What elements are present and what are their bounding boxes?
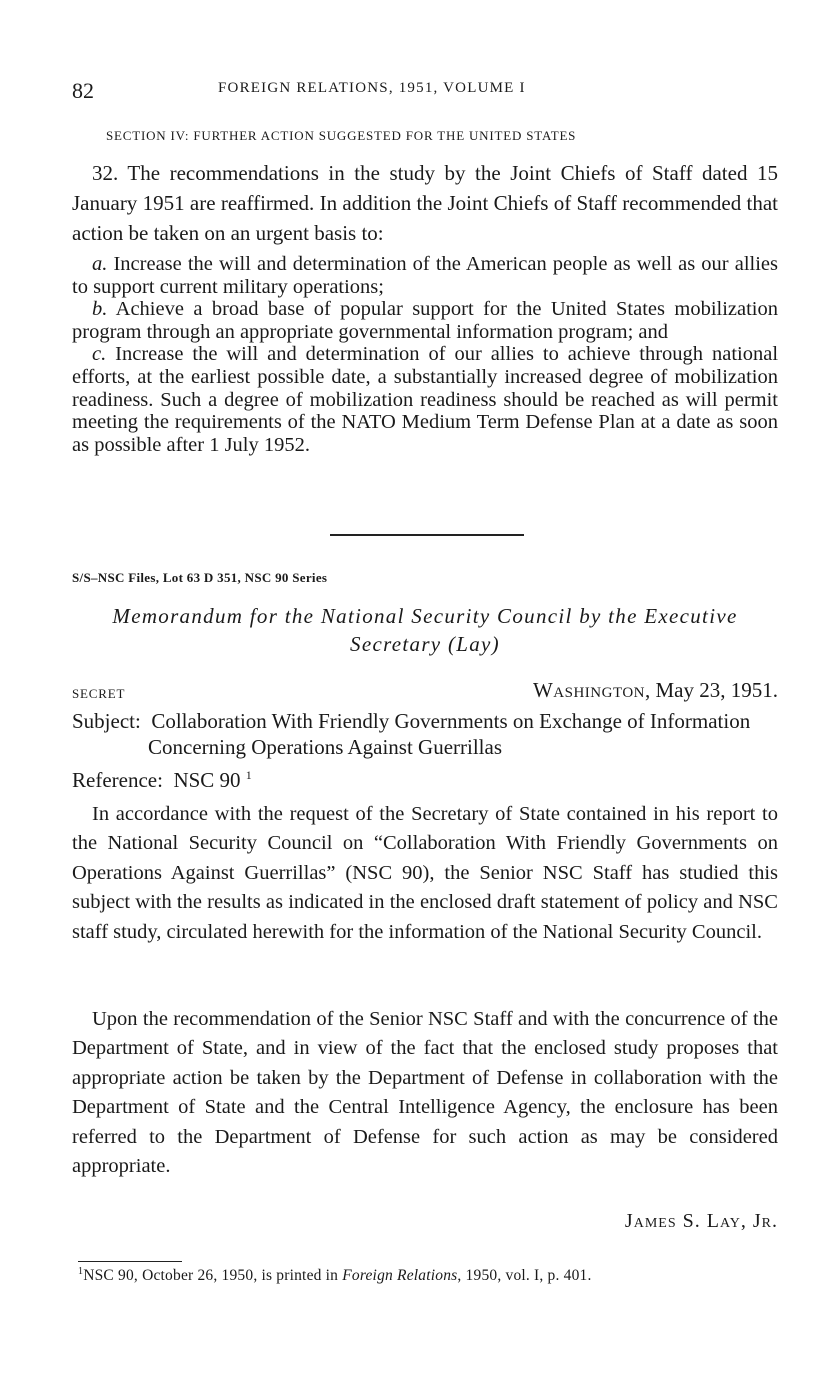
section-heading: SECTION IV: FURTHER ACTION SUGGESTED FOR THE UNITED STATES bbox=[106, 128, 577, 143]
running-title: FOREIGN RELATIONS, 1951, VOLUME I bbox=[218, 80, 526, 96]
item-text: Increase the will and determination of the American people as well as our allies to support current military operations; bbox=[72, 253, 778, 298]
recommendation-item bbox=[72, 298, 778, 343]
document-title bbox=[72, 602, 778, 658]
footnote-mark: 1 bbox=[245, 768, 252, 782]
item-text: Achieve a broad base of popular support for the United States mobilization program through an appropriate governmental information program; and bbox=[72, 298, 778, 343]
recommendation-item bbox=[72, 253, 778, 298]
subject-line bbox=[72, 708, 778, 760]
subject-label: Subject: bbox=[72, 709, 141, 733]
document-title-line: Memorandum for the National Security Council by the Executive bbox=[112, 604, 738, 628]
footnote-text: NSC 90, October 26, 1950, is printed in bbox=[83, 1267, 343, 1284]
recommendation-item bbox=[72, 343, 778, 456]
item-letter: a. bbox=[92, 253, 108, 275]
signature: James S. Lay, Jr. bbox=[624, 1210, 778, 1232]
footnote-divider bbox=[78, 1261, 182, 1262]
page-number: 82 bbox=[72, 78, 94, 103]
dateline-place: Washington bbox=[532, 678, 645, 702]
footnote bbox=[78, 1266, 592, 1285]
running-head bbox=[72, 78, 778, 108]
footnote-title: Foreign Relations bbox=[342, 1267, 458, 1284]
reference-line bbox=[72, 768, 252, 793]
item-letter: c. bbox=[92, 343, 107, 366]
footnote-mark: 1 bbox=[78, 1266, 84, 1277]
subject-text: Collaboration With Friendly Governments on Exchange of Information Concerning Operations Against Guerrillas bbox=[148, 709, 751, 759]
body-paragraph: Upon the recommendation of the Senior NSC Staff and with the concurrence of the Department of State, and in view of the fact that the enclosed study proposes that appropriate action be taken by the Department of Defense in collaboration with the Department of State and the Central Intelligence Agency, the enclosure has been referred to the Department of Defense for such action as may be considered appropriate. bbox=[72, 1008, 778, 1178]
reference-label: Reference: bbox=[72, 768, 163, 792]
recommendation-list bbox=[72, 253, 778, 456]
paragraph-32: 32. The recommendations in the study by the Joint Chiefs of Staff dated 15 January 1951 are reaffirmed. In addition the Joint Chiefs of Staff recommended that action be taken on an urgent basis to: bbox=[72, 161, 778, 245]
dateline-date: , May 23, 1951. bbox=[645, 678, 778, 702]
source-note: S/S–NSC Files, Lot 63 D 351, NSC 90 Series bbox=[72, 570, 328, 585]
section-divider bbox=[330, 534, 524, 536]
item-letter: b. bbox=[92, 298, 108, 321]
reference-text: NSC 90 bbox=[173, 768, 241, 792]
classification-label: SECRET bbox=[72, 686, 126, 701]
footnote-text-end: , 1950, vol. I, p. 401. bbox=[457, 1267, 592, 1284]
document-title-line: Secretary (Lay) bbox=[350, 632, 500, 656]
dateline bbox=[533, 678, 778, 703]
item-text: Increase the will and determination of our allies to achieve through national efforts, at the earliest possible date, a substantially increased degree of mobilization readiness. Such a degree of mobilization readiness should be reached as will permit meeting the requirements of the NATO Medium Term Defense Plan at a date as soon as possible after 1 July 1952. bbox=[72, 343, 779, 456]
body-paragraph: In accordance with the request of the Secretary of State contained in his report to the National Security Council on “Collaboration With Friendly Governments on Operations Against Guerrillas” (NSC 90), the Senior NSC Staff has studied this subject with the results as indicated in the enclosed draft statement of policy and NSC staff study, circulated herewith for the information of the National Security Council. bbox=[72, 803, 778, 943]
